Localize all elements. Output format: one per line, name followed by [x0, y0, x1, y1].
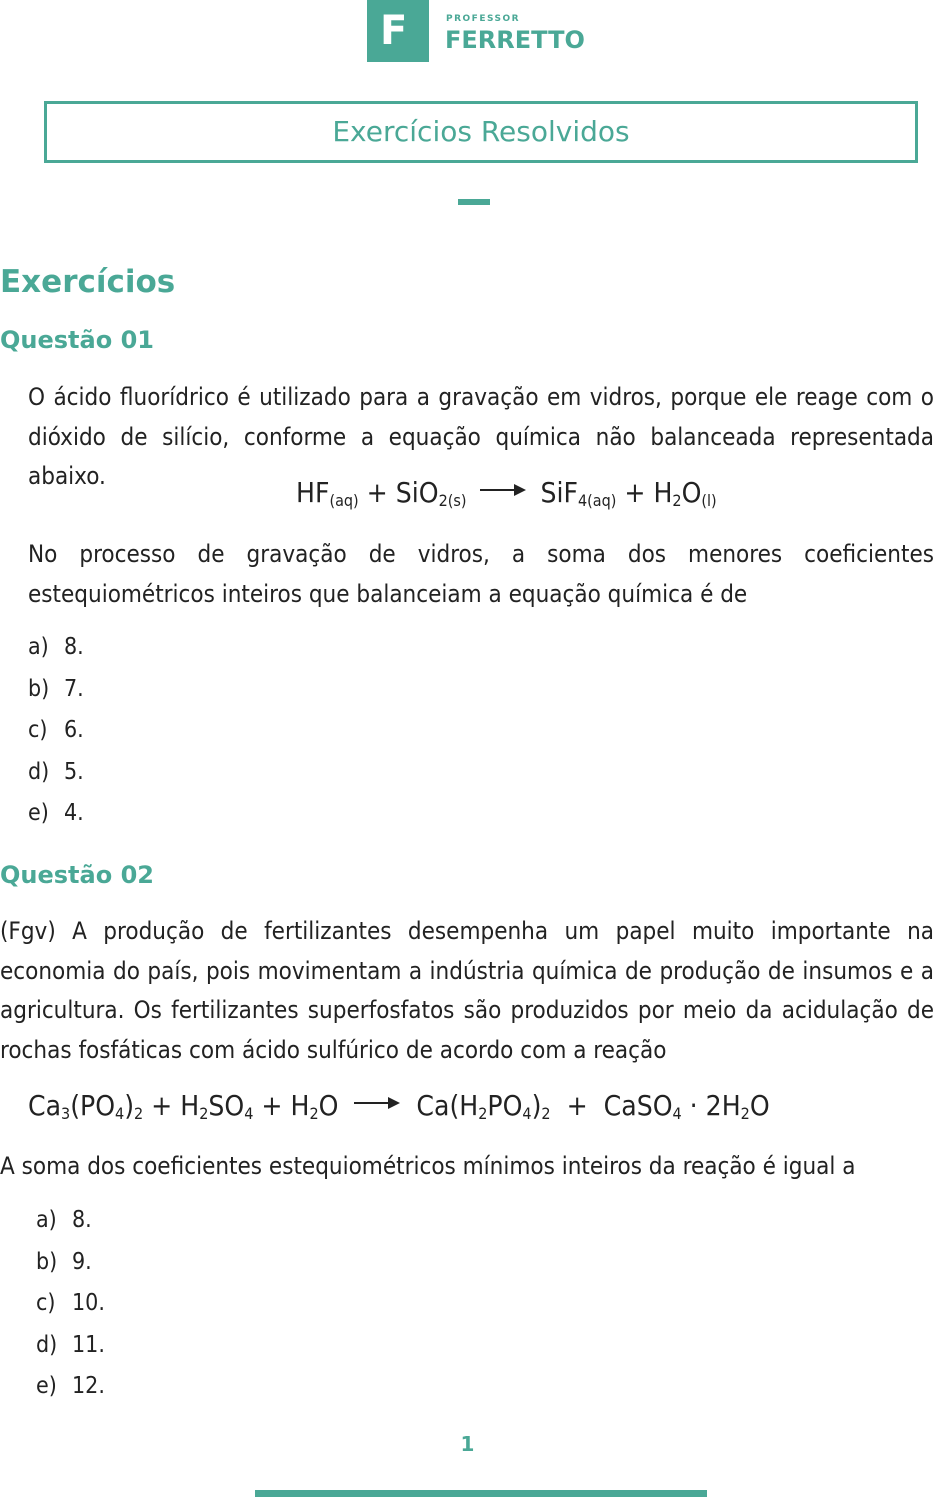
question-2-statement: (Fgv) A produção de fertilizantes desempenha um papel muito importante na economia do país, pois movimentam a indústria química de produção de insumos e a agricultura. Os fertilizantes superfosfatos são produzidos por meio da acidulação de rochas fosfáticas com ácido sulfúrico de acordo com a reação [0, 917, 934, 1064]
reaction-arrow-icon [352, 1093, 402, 1113]
question-1-heading: Questão 01 [0, 326, 154, 354]
title-divider [458, 199, 490, 205]
question-2-option[interactable]: b) 9. [36, 1249, 92, 1275]
question-1-option[interactable]: d) 5. [28, 759, 84, 785]
question-2-equation: $Ca_3(PO_4)_2 + H_2SO_4 + H_2O$ $Ca(H_2PO_4)_2$ + CaSO$_4$ · $2H_2O$ [28, 1089, 770, 1123]
reaction-arrow-icon [478, 480, 528, 500]
section-heading: Exercícios [0, 264, 176, 300]
document-title: Exercícios Resolvidos [332, 115, 630, 148]
logo-name: FERRETTO [445, 26, 585, 54]
question-2-option[interactable]: a) 8. [36, 1207, 92, 1233]
question-1-option[interactable]: b) 7. [28, 676, 84, 702]
logo-subtitle: PROFESSOR [446, 14, 521, 24]
document-title-box [44, 101, 918, 163]
logo-letter: F [380, 8, 408, 54]
question-2-option[interactable]: d) 11. [36, 1332, 105, 1358]
question-1-prompt: No processo de gravação de vidros, a soma dos menores coeficientes estequiométricos inteiros que balanceiam a equação química é de [28, 540, 934, 608]
question-1-option[interactable]: a) 8. [28, 634, 84, 660]
question-2-prompt: A soma dos coeficientes estequiométricos mínimos inteiros da reação é igual a [0, 1152, 856, 1180]
logo-mark [367, 0, 429, 62]
footer-bar [255, 1490, 707, 1497]
question-2-heading: Questão 02 [0, 861, 154, 889]
page-number: 1 [460, 1432, 475, 1456]
question-1-option[interactable]: c) 6. [28, 717, 84, 743]
question-1-option[interactable]: e) 4. [28, 800, 84, 826]
brand-logo [367, 0, 607, 64]
question-2-option[interactable]: e) 12. [36, 1373, 105, 1399]
question-1-statement: O ácido fluorídrico é utilizado para a gravação em vidros, porque ele reage com o dióxido de silício, conforme a equação química não balanceada representada abaixo. [28, 383, 934, 490]
question-2-option[interactable]: c) 10. [36, 1290, 105, 1316]
question-1-equation: $HF_{(aq)} + SiO_{2(s)}$ $SiF_{4(aq)} + H_2O_{(l)}$ [296, 476, 717, 510]
